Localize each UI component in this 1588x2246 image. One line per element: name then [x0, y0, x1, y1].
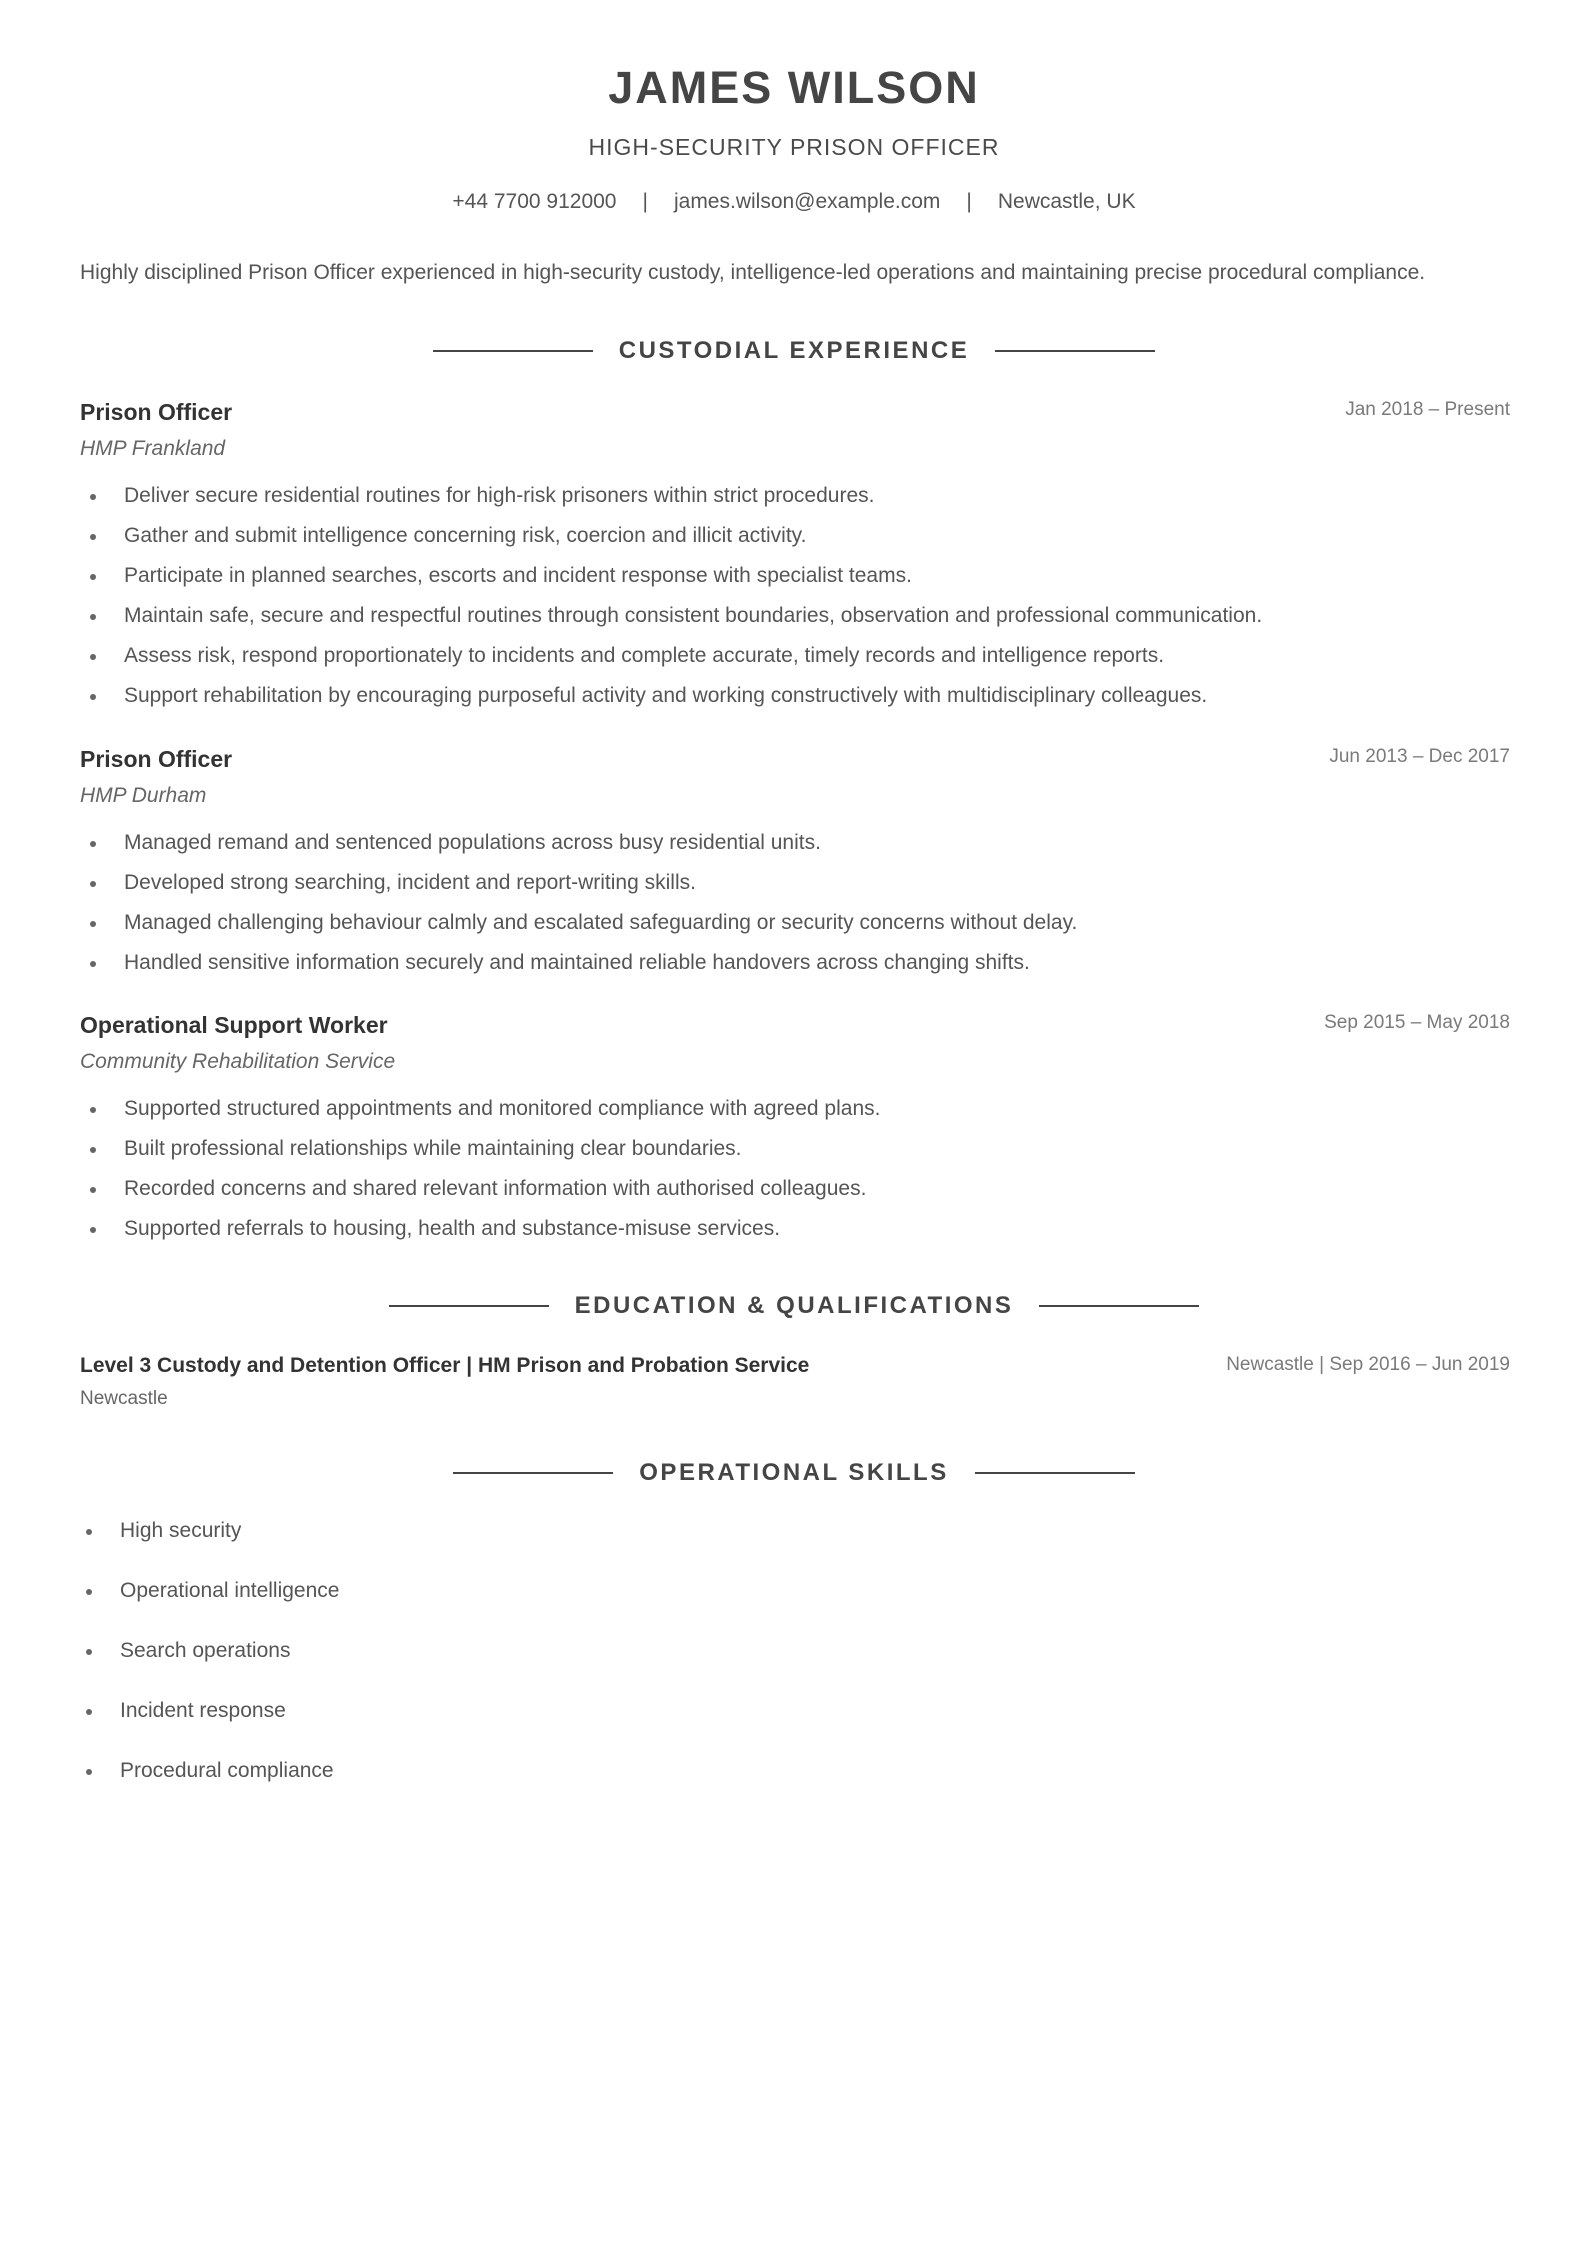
skill-item	[80, 1696, 339, 1726]
bullet-dot	[90, 614, 96, 620]
bullet-dot	[90, 1227, 96, 1233]
job-title: Prison Officer	[80, 399, 233, 425]
qualification-title: Level 3 Custody and Detention Officer | HM Prison and Probation Service	[80, 1354, 810, 1377]
section-heading-education	[0, 1290, 1588, 1322]
skill-text: Procedural compliance	[120, 1759, 334, 1782]
skill-item	[80, 1756, 339, 1786]
job-bullet-text: Support rehabilitation by encouraging purposeful activity and working constructively with multidisciplinary colleagues.	[124, 684, 1208, 707]
job-title: Operational Support Worker	[80, 1012, 388, 1038]
job-bullet	[80, 903, 1510, 943]
job-organisation: Community Rehabilitation Service	[80, 1050, 396, 1073]
heading-rule	[389, 1305, 549, 1307]
section-heading-skills	[0, 1457, 1588, 1489]
skill-item	[80, 1516, 339, 1546]
job-header	[80, 395, 1510, 429]
bullet-dot	[86, 1589, 92, 1595]
job-bullet-text: Supported referrals to housing, health and substance-misuse services.	[124, 1217, 781, 1240]
contact-email: james.wilson@example.com	[673, 190, 941, 213]
job-bullet-text: Gather and submit intelligence concerning risk, coercion and illicit activity.	[124, 524, 807, 547]
contact-separator: |	[642, 190, 648, 213]
job-dates: Jan 2018 – Present	[1345, 399, 1510, 420]
contact-line	[0, 188, 1588, 216]
skill-item	[80, 1576, 339, 1606]
job-entry	[80, 1008, 1510, 1249]
job-bullet-text: Participate in planned searches, escorts and incident response with specialist teams.	[124, 564, 912, 587]
section-heading-text: CUSTODIAL EXPERIENCE	[618, 337, 970, 364]
education-header	[80, 1350, 1510, 1382]
job-organisation: HMP Frankland	[80, 437, 226, 460]
job-bullet-text: Handled sensitive information securely and maintained reliable handovers across changing shifts.	[124, 951, 1030, 974]
job-bullets	[80, 476, 1510, 716]
contact-location: Newcastle, UK	[997, 190, 1136, 213]
bullet-dot	[90, 654, 96, 660]
job-dates: Sep 2015 – May 2018	[1324, 1012, 1510, 1033]
job-header	[80, 1008, 1510, 1042]
job-bullet	[80, 596, 1510, 636]
job-bullet	[80, 636, 1510, 676]
skill-text: Search operations	[120, 1639, 291, 1662]
bullet-dot	[86, 1709, 92, 1715]
job-bullet	[80, 1089, 1510, 1129]
heading-rule	[433, 350, 593, 352]
professional-summary: Highly disciplined Prison Officer experienced in high-security custody, intelligence-led operations and maintaining precise procedural compliance.	[80, 261, 1426, 284]
bullet-dot	[90, 961, 96, 967]
job-entry	[80, 395, 1510, 716]
job-dates: Jun 2013 – Dec 2017	[1329, 746, 1510, 767]
qualification-location: Newcastle	[80, 1388, 168, 1409]
heading-rule	[1039, 1305, 1199, 1307]
job-bullets	[80, 823, 1510, 983]
skill-item	[80, 1636, 339, 1666]
skill-text: Incident response	[120, 1699, 286, 1722]
section-heading-text: OPERATIONAL SKILLS	[639, 1459, 949, 1486]
job-bullet	[80, 823, 1510, 863]
job-bullet	[80, 676, 1510, 716]
job-title: Prison Officer	[80, 746, 233, 772]
heading-rule	[453, 1472, 613, 1474]
bullet-dot	[90, 1107, 96, 1113]
education-entry	[80, 1350, 1510, 1413]
job-bullets	[80, 1089, 1510, 1249]
bullet-dot	[86, 1529, 92, 1535]
job-bullet	[80, 1169, 1510, 1209]
job-bullet-text: Managed challenging behaviour calmly and escalated safeguarding or security concerns without delay.	[124, 911, 1078, 934]
job-bullet	[80, 1129, 1510, 1169]
bullet-dot	[90, 534, 96, 540]
candidate-name: JAMES WILSON	[608, 62, 980, 113]
job-bullet-text: Managed remand and sentenced populations across busy residential units.	[124, 831, 821, 854]
bullet-dot	[86, 1649, 92, 1655]
contact-phone: +44 7700 912000	[452, 190, 617, 213]
job-header	[80, 742, 1510, 776]
bullet-dot	[90, 694, 96, 700]
bullet-dot	[90, 881, 96, 887]
job-organisation: HMP Durham	[80, 784, 207, 807]
skill-text: Operational intelligence	[120, 1579, 340, 1602]
job-bullet-text: Developed strong searching, incident and report-writing skills.	[124, 871, 696, 894]
job-bullet	[80, 943, 1510, 983]
job-bullet-text: Recorded concerns and shared relevant information with authorised colleagues.	[124, 1177, 867, 1200]
job-entry	[80, 742, 1510, 983]
job-bullet-text: Built professional relationships while maintaining clear boundaries.	[124, 1137, 742, 1160]
bullet-dot	[90, 921, 96, 927]
section-heading-text: EDUCATION & QUALIFICATIONS	[574, 1292, 1014, 1319]
job-bullet	[80, 476, 1510, 516]
job-bullet-text: Assess risk, respond proportionately to incidents and complete accurate, timely records and intelligence reports.	[124, 644, 1165, 667]
job-bullet-text: Maintain safe, secure and respectful routines through consistent boundaries, observation and professional communication.	[124, 604, 1263, 627]
bullet-dot	[90, 494, 96, 500]
heading-rule	[995, 350, 1155, 352]
job-bullet-text: Deliver secure residential routines for high-risk prisoners within strict procedures.	[124, 484, 875, 507]
bullet-dot	[90, 1187, 96, 1193]
qualification-meta: Newcastle | Sep 2016 – Jun 2019	[1226, 1354, 1510, 1375]
heading-rule	[975, 1472, 1135, 1474]
contact-separator: |	[966, 190, 972, 213]
bullet-dot	[90, 841, 96, 847]
bullet-dot	[86, 1769, 92, 1775]
job-bullet-text: Supported structured appointments and monitored compliance with agreed plans.	[124, 1097, 881, 1120]
bullet-dot	[90, 1147, 96, 1153]
job-bullet	[80, 863, 1510, 903]
candidate-title: HIGH-SECURITY PRISON OFFICER	[588, 134, 1000, 160]
skill-text: High security	[120, 1519, 242, 1542]
bullet-dot	[90, 574, 96, 580]
section-heading-experience	[0, 335, 1588, 367]
job-bullet	[80, 556, 1510, 596]
job-bullet	[80, 516, 1510, 556]
skills-list	[80, 1516, 339, 1816]
job-bullet	[80, 1209, 1510, 1249]
